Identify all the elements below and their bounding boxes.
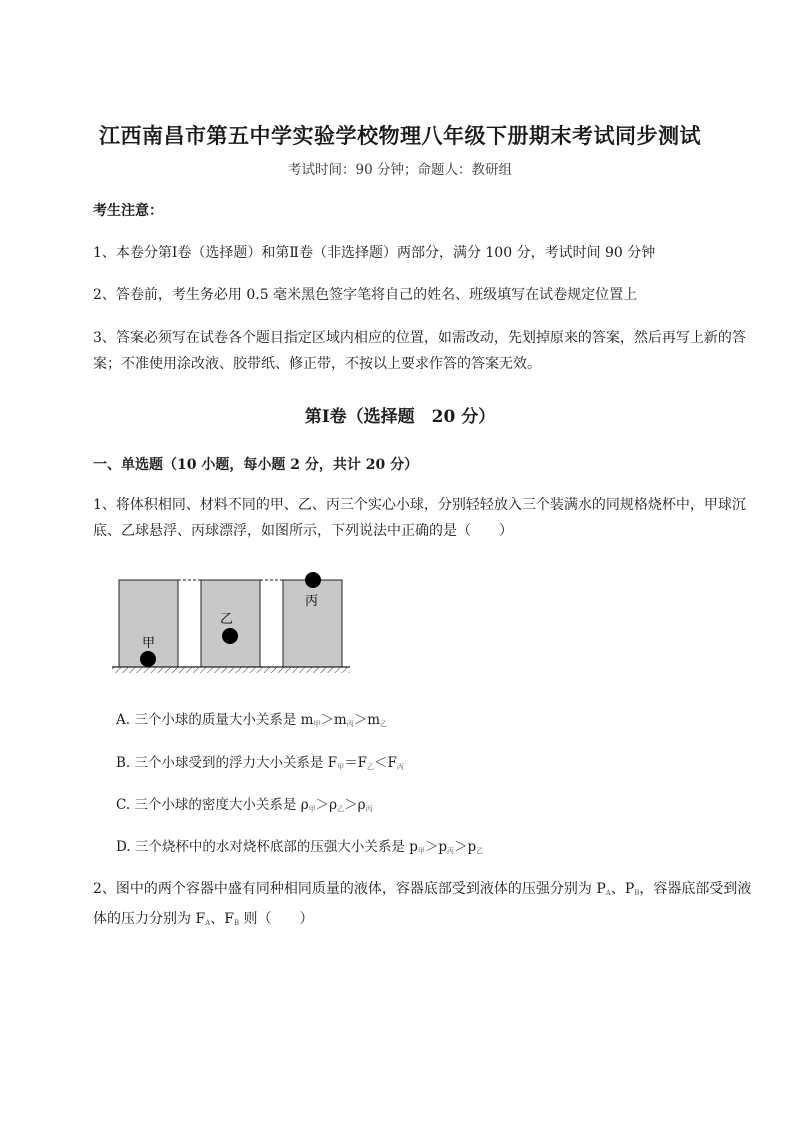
- notice-item-1: 1、本卷分第Ⅰ卷（选择题）和第Ⅱ卷（非选择题）两部分，满分 100 分，考试时间 90 分钟: [93, 245, 656, 261]
- question-2-stem: 2、图中的两个容器中盛有同种相同质量的液体，容器底部受到液体的压强分别为 $P_A$、$P_B$，容器底部受到液体的压力分别为 $F_A$、$F_B$ 则（ ）: [93, 881, 752, 927]
- option-b[interactable]: B. 三个小球受到的浮力大小关系是 $F_甲=F_乙<F_丙$: [116, 755, 404, 771]
- page-title: 江西南昌市第五中学实验学校物理八年级下册期末考试同步测试: [99, 123, 701, 148]
- label-bing: 丙: [305, 594, 319, 609]
- exam-info: 考试时间：90 分钟；命题人：教研组: [288, 162, 512, 178]
- part-heading: 一、单选题（10 小题，每小题 2 分，共计 20 分）: [93, 457, 419, 473]
- question-1-stem: 1、将体积相同、材料不同的甲、乙、丙三个实心小球，分别轻轻放入三个装满水的同规格烧杯中，甲球沉底、乙球悬浮、丙球漂浮，如图所示，下列说法中正确的是（ ）: [93, 497, 746, 539]
- label-yi: 乙: [220, 612, 234, 627]
- ball-jia: [140, 651, 156, 667]
- label-jia: 甲: [142, 636, 156, 651]
- option-d[interactable]: D. 三个烧杯中的水对烧杯底部的压强大小关系是 $p_甲>p_丙>p_乙$: [116, 839, 484, 855]
- notice-item-3: 3、答案必须写在试卷各个题目指定区域内相应的位置，如需改动，先划掉原来的答案，然后再写上新的答案；不准使用涂改液、胶带纸、修正带，不按以上要求作答的答案无效。: [93, 330, 746, 372]
- option-a[interactable]: A. 三个小球的质量大小关系是 $m_甲>m_丙>m_乙$: [116, 712, 388, 728]
- section-title: 第Ⅰ卷（选择题 20 分）: [304, 407, 496, 427]
- ball-bing: [305, 572, 321, 588]
- notice-heading: 考生注意：: [93, 203, 163, 219]
- option-c[interactable]: C. 三个小球的密度大小关系是 $\rho_甲>\rho_乙>\rho_丙$: [116, 797, 373, 813]
- ball-yi: [222, 628, 238, 644]
- beakers-figure: [112, 570, 352, 680]
- notice-item-2: 2、答卷前，考生务必用 0.5 毫米黑色签字笔将自己的姓名、班级填写在试卷规定位置上: [93, 287, 638, 303]
